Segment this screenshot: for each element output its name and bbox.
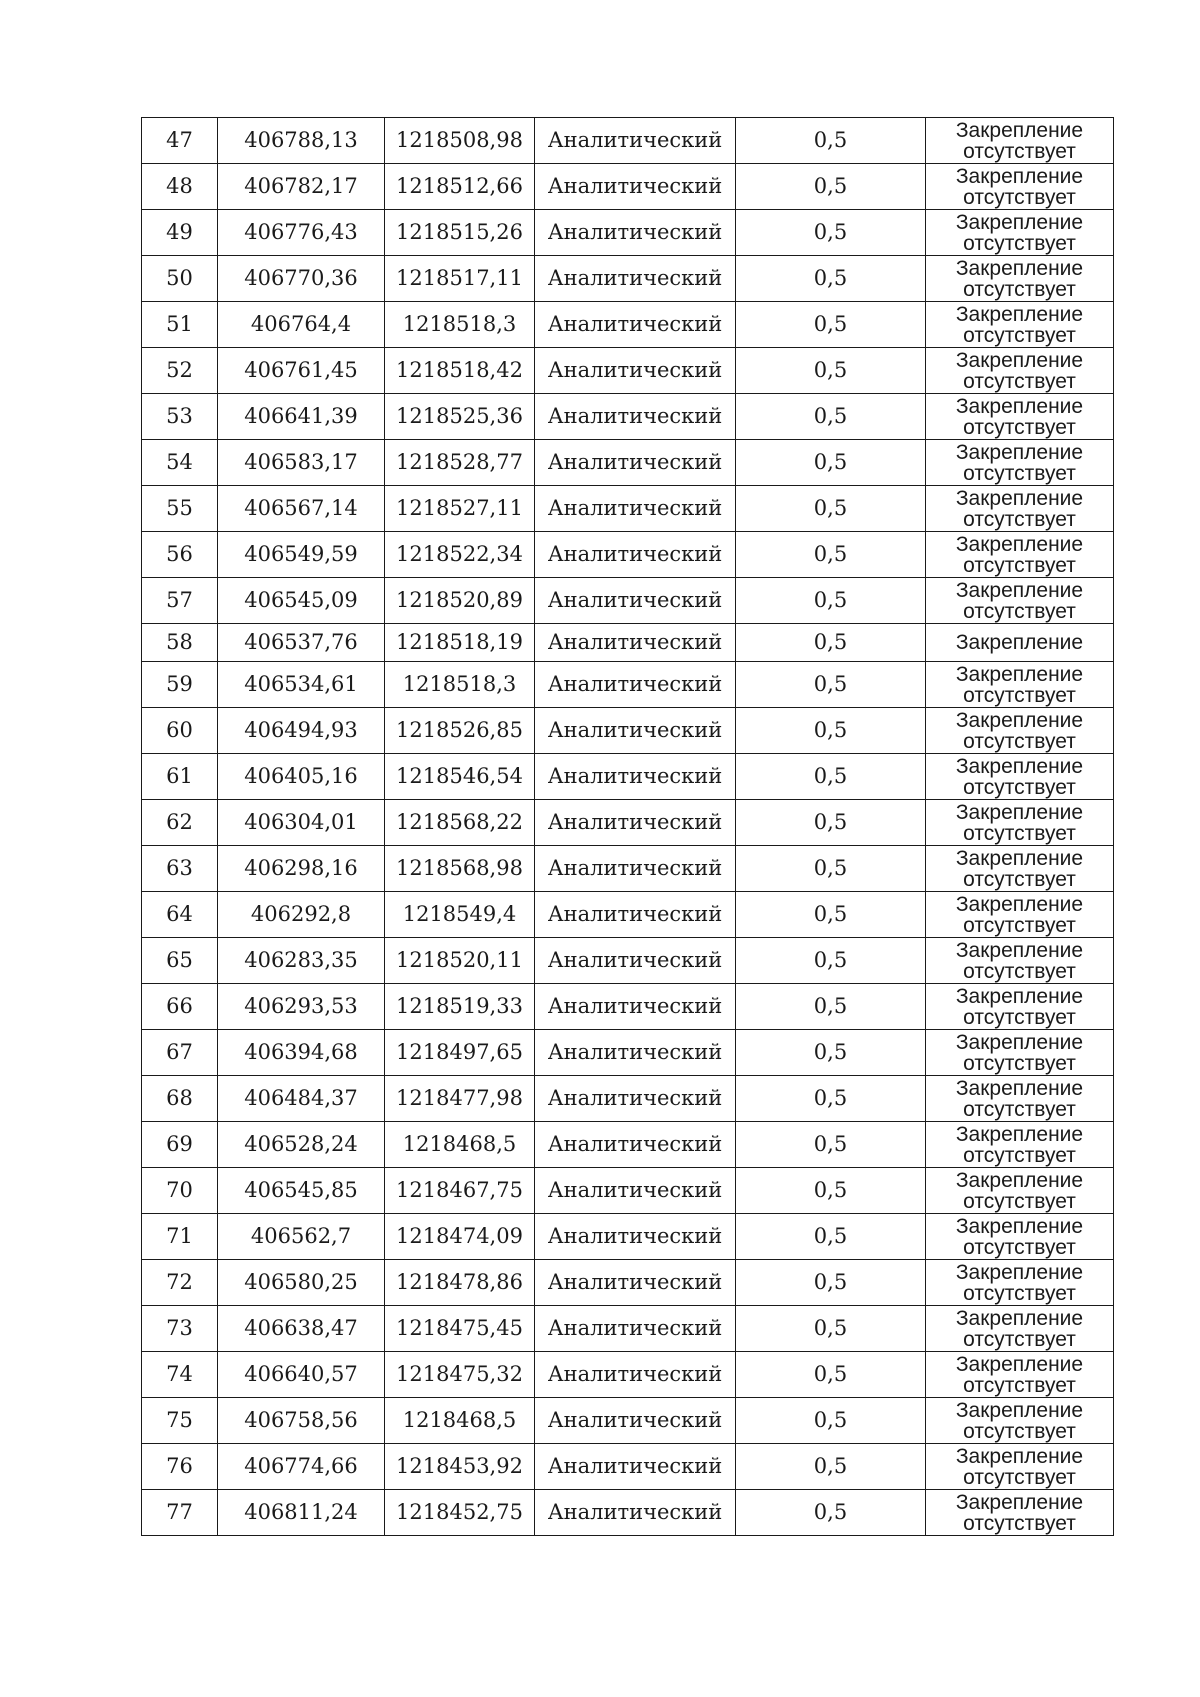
accuracy-cell: 0,5 (736, 1306, 926, 1352)
table-row (142, 1122, 1114, 1168)
fixation-text-line-2: отсутствует (963, 729, 1076, 753)
fixation-text-line-1: Закрепление (955, 302, 1084, 326)
x-coordinate-cell: 406788,13 (218, 118, 385, 164)
fixation-cell (926, 118, 1114, 164)
accuracy-cell: 0,5 (736, 394, 926, 440)
y-coordinate-cell: 1218474,09 (385, 1214, 535, 1260)
method-cell: Аналитический (535, 210, 736, 256)
y-coordinate-cell: 1218467,75 (385, 1168, 535, 1214)
table-row (142, 486, 1114, 532)
fixation-text-line-2: отсутствует (963, 185, 1076, 209)
table-row (142, 118, 1114, 164)
method-cell: Аналитический (535, 1398, 736, 1444)
fixation-text-line-1: Закрепление (955, 984, 1084, 1008)
table-row (142, 394, 1114, 440)
fixation-text-line-1: Закрепление (955, 118, 1084, 142)
fixation-text-line-2: отсутствует (963, 913, 1076, 937)
accuracy-cell: 0,5 (736, 1076, 926, 1122)
method-cell: Аналитический (535, 1122, 736, 1168)
fixation-cell (926, 754, 1114, 800)
fixation-text-line-1: Закрепление (955, 1168, 1084, 1192)
fixation-cell (926, 486, 1114, 532)
table-row (142, 210, 1114, 256)
fixation-text-line-2: отсутствует (963, 683, 1076, 707)
fixation-text-line-1: Закрепление (955, 938, 1084, 962)
y-coordinate-cell: 1218520,11 (385, 938, 535, 984)
y-coordinate-cell: 1218520,89 (385, 578, 535, 624)
fixation-text-line-1: Закрепление (955, 164, 1084, 188)
accuracy-cell: 0,5 (736, 532, 926, 578)
point-number-cell: 72 (142, 1260, 218, 1306)
y-coordinate-cell: 1218518,19 (385, 624, 535, 662)
method-cell: Аналитический (535, 984, 736, 1030)
point-number-cell: 51 (142, 302, 218, 348)
accuracy-cell: 0,5 (736, 1214, 926, 1260)
method-cell: Аналитический (535, 1214, 736, 1260)
fixation-text-line-2: отсутствует (963, 867, 1076, 891)
fixation-text-line-2: отсутствует (963, 1189, 1076, 1213)
fixation-text-line-1: Закрепление (955, 440, 1084, 464)
x-coordinate-cell: 406405,16 (218, 754, 385, 800)
fixation-text-line-1: Закрепление (955, 1444, 1084, 1468)
table-row (142, 846, 1114, 892)
method-cell: Аналитический (535, 302, 736, 348)
y-coordinate-cell: 1218468,5 (385, 1122, 535, 1168)
fixation-text-line-1: Закрепление (955, 210, 1084, 234)
x-coordinate-cell: 406304,01 (218, 800, 385, 846)
point-number-cell: 52 (142, 348, 218, 394)
table-body (142, 118, 1114, 1536)
point-number-cell: 59 (142, 662, 218, 708)
accuracy-cell: 0,5 (736, 1260, 926, 1306)
y-coordinate-cell: 1218453,92 (385, 1444, 535, 1490)
fixation-cell (926, 892, 1114, 938)
fixation-cell (926, 1352, 1114, 1398)
fixation-text-line-2: отсутствует (963, 277, 1076, 301)
method-cell: Аналитический (535, 708, 736, 754)
fixation-text-line-1: Закрепление (955, 662, 1084, 686)
method-cell: Аналитический (535, 1444, 736, 1490)
point-number-cell: 74 (142, 1352, 218, 1398)
method-cell: Аналитический (535, 532, 736, 578)
y-coordinate-cell: 1218508,98 (385, 118, 535, 164)
table-row (142, 1168, 1114, 1214)
x-coordinate-cell: 406298,16 (218, 846, 385, 892)
table-row (142, 800, 1114, 846)
fixation-text-line-1: Закрепление (955, 532, 1084, 556)
fixation-text-line-2: отсутствует (963, 1005, 1076, 1029)
accuracy-cell: 0,5 (736, 486, 926, 532)
x-coordinate-cell: 406774,66 (218, 1444, 385, 1490)
accuracy-cell: 0,5 (736, 578, 926, 624)
fixation-cell (926, 846, 1114, 892)
fixation-cell (926, 1214, 1114, 1260)
fixation-cell (926, 302, 1114, 348)
y-coordinate-cell: 1218522,34 (385, 532, 535, 578)
fixation-text-line-2: отсутствует (963, 415, 1076, 439)
table-row (142, 302, 1114, 348)
method-cell: Аналитический (535, 256, 736, 302)
accuracy-cell: 0,5 (736, 662, 926, 708)
accuracy-cell: 0,5 (736, 754, 926, 800)
method-cell: Аналитический (535, 624, 736, 662)
point-number-cell: 68 (142, 1076, 218, 1122)
fixation-cell (926, 800, 1114, 846)
fixation-cell (926, 984, 1114, 1030)
method-cell: Аналитический (535, 892, 736, 938)
accuracy-cell: 0,5 (736, 210, 926, 256)
y-coordinate-cell: 1218478,86 (385, 1260, 535, 1306)
x-coordinate-cell: 406811,24 (218, 1490, 385, 1536)
point-number-cell: 76 (142, 1444, 218, 1490)
fixation-text-line-2: отсутствует (963, 1419, 1076, 1443)
x-coordinate-cell: 406782,17 (218, 164, 385, 210)
x-coordinate-cell: 406537,76 (218, 624, 385, 662)
table-row (142, 532, 1114, 578)
fixation-text-line-2: отсутствует (963, 775, 1076, 799)
table-row (142, 938, 1114, 984)
fixation-text-line-2: отсутствует (963, 231, 1076, 255)
y-coordinate-cell: 1218546,54 (385, 754, 535, 800)
fixation-text-line-1: Закрепление (955, 800, 1084, 824)
accuracy-cell: 0,5 (736, 118, 926, 164)
fixation-text-line-1: Закрепление (955, 1306, 1084, 1330)
method-cell: Аналитический (535, 1076, 736, 1122)
point-number-cell: 69 (142, 1122, 218, 1168)
method-cell: Аналитический (535, 578, 736, 624)
accuracy-cell: 0,5 (736, 348, 926, 394)
accuracy-cell: 0,5 (736, 1352, 926, 1398)
y-coordinate-cell: 1218517,11 (385, 256, 535, 302)
accuracy-cell: 0,5 (736, 1030, 926, 1076)
fixation-cell (926, 1490, 1114, 1536)
fixation-cell (926, 532, 1114, 578)
point-number-cell: 57 (142, 578, 218, 624)
fixation-text-line-2: отсутствует (963, 1373, 1076, 1397)
x-coordinate-cell: 406764,4 (218, 302, 385, 348)
point-number-cell: 49 (142, 210, 218, 256)
table-row (142, 348, 1114, 394)
table-row (142, 624, 1114, 662)
table-row (142, 1306, 1114, 1352)
fixation-text-line-2: отсутствует (963, 599, 1076, 623)
point-number-cell: 70 (142, 1168, 218, 1214)
table-row (142, 892, 1114, 938)
point-number-cell: 58 (142, 624, 218, 662)
method-cell: Аналитический (535, 440, 736, 486)
y-coordinate-cell: 1218475,32 (385, 1352, 535, 1398)
y-coordinate-cell: 1218475,45 (385, 1306, 535, 1352)
table-row (142, 1352, 1114, 1398)
method-cell: Аналитический (535, 164, 736, 210)
y-coordinate-cell: 1218518,42 (385, 348, 535, 394)
fixation-text-line-1: Закрепление (955, 1260, 1084, 1284)
x-coordinate-cell: 406776,43 (218, 210, 385, 256)
fixation-text-line-2: отсутствует (963, 507, 1076, 531)
x-coordinate-cell: 406770,36 (218, 256, 385, 302)
fixation-text-line-1: Закрепление (955, 486, 1084, 510)
x-coordinate-cell: 406528,24 (218, 1122, 385, 1168)
point-number-cell: 50 (142, 256, 218, 302)
y-coordinate-cell: 1218525,36 (385, 394, 535, 440)
y-coordinate-cell: 1218468,5 (385, 1398, 535, 1444)
fixation-text-line-1: Закрепление (955, 1122, 1084, 1146)
table-row (142, 578, 1114, 624)
fixation-text-line-1: Закрепление (955, 631, 1084, 654)
y-coordinate-cell: 1218497,65 (385, 1030, 535, 1076)
fixation-text-line-1: Закрепление (955, 1214, 1084, 1238)
fixation-text-line-1: Закрепление (955, 892, 1084, 916)
x-coordinate-cell: 406562,7 (218, 1214, 385, 1260)
fixation-cell (926, 1260, 1114, 1306)
x-coordinate-cell: 406758,56 (218, 1398, 385, 1444)
table-row (142, 256, 1114, 302)
fixation-text-line-1: Закрепление (955, 754, 1084, 778)
fixation-text-line-2: отсутствует (963, 1143, 1076, 1167)
fixation-text-line-1: Закрепление (955, 708, 1084, 732)
point-number-cell: 77 (142, 1490, 218, 1536)
y-coordinate-cell: 1218568,98 (385, 846, 535, 892)
fixation-cell (926, 708, 1114, 754)
fixation-text-line-2: отсутствует (963, 1327, 1076, 1351)
x-coordinate-cell: 406293,53 (218, 984, 385, 1030)
point-number-cell: 56 (142, 532, 218, 578)
fixation-text-line-2: отсутствует (963, 1511, 1076, 1535)
table-row (142, 754, 1114, 800)
method-cell: Аналитический (535, 1030, 736, 1076)
table-row (142, 662, 1114, 708)
method-cell: Аналитический (535, 348, 736, 394)
fixation-text-line-1: Закрепление (955, 1076, 1084, 1100)
coordinates-table (141, 117, 1114, 1536)
point-number-cell: 63 (142, 846, 218, 892)
y-coordinate-cell: 1218518,3 (385, 662, 535, 708)
accuracy-cell: 0,5 (736, 1168, 926, 1214)
x-coordinate-cell: 406640,57 (218, 1352, 385, 1398)
fixation-text-line-2: отсутствует (963, 461, 1076, 485)
point-number-cell: 48 (142, 164, 218, 210)
fixation-text-line-1: Закрепление (955, 578, 1084, 602)
point-number-cell: 62 (142, 800, 218, 846)
table-row (142, 1398, 1114, 1444)
fixation-text-line-2: отсутствует (963, 1465, 1076, 1489)
method-cell: Аналитический (535, 800, 736, 846)
table-row (142, 1214, 1114, 1260)
y-coordinate-cell: 1218452,75 (385, 1490, 535, 1536)
table-row (142, 1444, 1114, 1490)
x-coordinate-cell: 406638,47 (218, 1306, 385, 1352)
fixation-text-line-2: отсутствует (963, 1235, 1076, 1259)
fixation-text-line-2: отсутствует (963, 323, 1076, 347)
y-coordinate-cell: 1218512,66 (385, 164, 535, 210)
table-row (142, 1260, 1114, 1306)
table-row (142, 708, 1114, 754)
x-coordinate-cell: 406394,68 (218, 1030, 385, 1076)
accuracy-cell: 0,5 (736, 708, 926, 754)
x-coordinate-cell: 406545,85 (218, 1168, 385, 1214)
fixation-text-line-2: отсутствует (963, 553, 1076, 577)
x-coordinate-cell: 406641,39 (218, 394, 385, 440)
fixation-text-line-1: Закрепление (955, 1490, 1084, 1514)
accuracy-cell: 0,5 (736, 302, 926, 348)
accuracy-cell: 0,5 (736, 624, 926, 662)
point-number-cell: 47 (142, 118, 218, 164)
method-cell: Аналитический (535, 846, 736, 892)
accuracy-cell: 0,5 (736, 938, 926, 984)
method-cell: Аналитический (535, 662, 736, 708)
accuracy-cell: 0,5 (736, 164, 926, 210)
y-coordinate-cell: 1218549,4 (385, 892, 535, 938)
method-cell: Аналитический (535, 1306, 736, 1352)
method-cell: Аналитический (535, 1168, 736, 1214)
method-cell: Аналитический (535, 394, 736, 440)
accuracy-cell: 0,5 (736, 440, 926, 486)
method-cell: Аналитический (535, 1490, 736, 1536)
y-coordinate-cell: 1218477,98 (385, 1076, 535, 1122)
fixation-text-line-2: отсутствует (963, 959, 1076, 983)
x-coordinate-cell: 406567,14 (218, 486, 385, 532)
fixation-cell (926, 256, 1114, 302)
method-cell: Аналитический (535, 938, 736, 984)
accuracy-cell: 0,5 (736, 984, 926, 1030)
fixation-text-line-1: Закрепление (955, 256, 1084, 280)
accuracy-cell: 0,5 (736, 1122, 926, 1168)
fixation-cell (926, 1168, 1114, 1214)
point-number-cell: 61 (142, 754, 218, 800)
y-coordinate-cell: 1218528,77 (385, 440, 535, 486)
method-cell: Аналитический (535, 118, 736, 164)
method-cell: Аналитический (535, 1260, 736, 1306)
point-number-cell: 54 (142, 440, 218, 486)
fixation-cell (926, 1122, 1114, 1168)
fixation-text-line-1: Закрепление (955, 348, 1084, 372)
fixation-text-line-1: Закрепление (955, 394, 1084, 418)
fixation-cell (926, 1444, 1114, 1490)
fixation-cell (926, 624, 1114, 662)
fixation-text-line-2: отсутствует (963, 1097, 1076, 1121)
point-number-cell: 67 (142, 1030, 218, 1076)
fixation-cell (926, 1398, 1114, 1444)
point-number-cell: 75 (142, 1398, 218, 1444)
fixation-text-line-2: отсутствует (963, 369, 1076, 393)
fixation-cell (926, 662, 1114, 708)
x-coordinate-cell: 406549,59 (218, 532, 385, 578)
x-coordinate-cell: 406283,35 (218, 938, 385, 984)
fixation-text-line-2: отсутствует (963, 1051, 1076, 1075)
y-coordinate-cell: 1218518,3 (385, 302, 535, 348)
method-cell: Аналитический (535, 1352, 736, 1398)
x-coordinate-cell: 406545,09 (218, 578, 385, 624)
y-coordinate-cell: 1218568,22 (385, 800, 535, 846)
fixation-text-line-2: отсутствует (963, 139, 1076, 163)
point-number-cell: 55 (142, 486, 218, 532)
fixation-cell (926, 1030, 1114, 1076)
table-row (142, 1490, 1114, 1536)
fixation-cell (926, 578, 1114, 624)
x-coordinate-cell: 406583,17 (218, 440, 385, 486)
point-number-cell: 60 (142, 708, 218, 754)
fixation-text-line-1: Закрепление (955, 1352, 1084, 1376)
accuracy-cell: 0,5 (736, 1444, 926, 1490)
fixation-cell (926, 394, 1114, 440)
fixation-cell (926, 348, 1114, 394)
fixation-text-line-1: Закрепление (955, 846, 1084, 870)
accuracy-cell: 0,5 (736, 846, 926, 892)
method-cell: Аналитический (535, 486, 736, 532)
accuracy-cell: 0,5 (736, 1490, 926, 1536)
fixation-text-line-1: Закрепление (955, 1030, 1084, 1054)
accuracy-cell: 0,5 (736, 1398, 926, 1444)
point-number-cell: 71 (142, 1214, 218, 1260)
method-cell: Аналитический (535, 754, 736, 800)
x-coordinate-cell: 406484,37 (218, 1076, 385, 1122)
point-number-cell: 66 (142, 984, 218, 1030)
y-coordinate-cell: 1218527,11 (385, 486, 535, 532)
table-row (142, 164, 1114, 210)
fixation-cell (926, 1306, 1114, 1352)
y-coordinate-cell: 1218519,33 (385, 984, 535, 1030)
fixation-cell (926, 164, 1114, 210)
fixation-cell (926, 1076, 1114, 1122)
point-number-cell: 65 (142, 938, 218, 984)
table-row (142, 984, 1114, 1030)
accuracy-cell: 0,5 (736, 892, 926, 938)
table-row (142, 1076, 1114, 1122)
fixation-text-line-2: отсутствует (963, 1281, 1076, 1305)
fixation-text-line-1: Закрепление (955, 1398, 1084, 1422)
x-coordinate-cell: 406580,25 (218, 1260, 385, 1306)
x-coordinate-cell: 406292,8 (218, 892, 385, 938)
fixation-cell (926, 440, 1114, 486)
point-number-cell: 53 (142, 394, 218, 440)
x-coordinate-cell: 406494,93 (218, 708, 385, 754)
x-coordinate-cell: 406761,45 (218, 348, 385, 394)
accuracy-cell: 0,5 (736, 800, 926, 846)
table-row (142, 1030, 1114, 1076)
y-coordinate-cell: 1218526,85 (385, 708, 535, 754)
accuracy-cell: 0,5 (736, 256, 926, 302)
y-coordinate-cell: 1218515,26 (385, 210, 535, 256)
fixation-cell (926, 938, 1114, 984)
x-coordinate-cell: 406534,61 (218, 662, 385, 708)
table-row (142, 440, 1114, 486)
fixation-text-line-2: отсутствует (963, 821, 1076, 845)
point-number-cell: 73 (142, 1306, 218, 1352)
point-number-cell: 64 (142, 892, 218, 938)
fixation-cell (926, 210, 1114, 256)
